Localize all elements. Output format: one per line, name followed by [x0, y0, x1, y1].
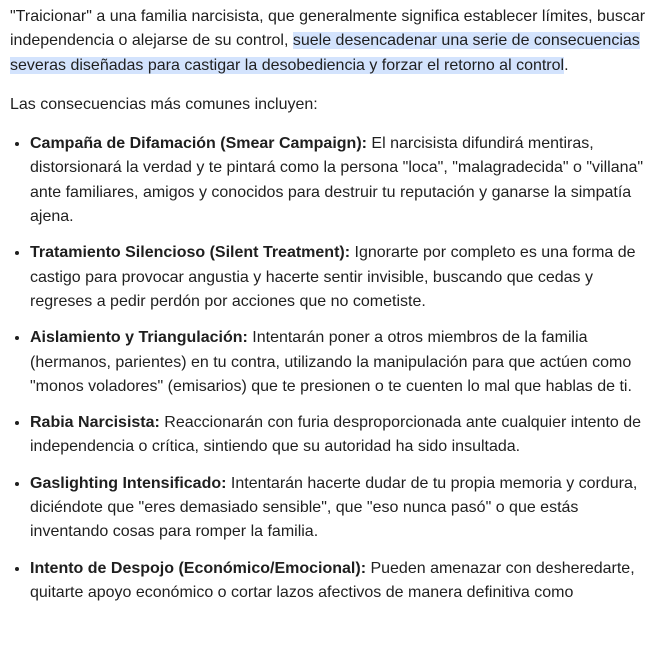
- item-text: El narcisista difundirá mentiras, distorsionará la verdad y te pintará como la persona "loca", "malagradecida" o "villana" ante familiares, amigos y conocidos para destruir tu reputación y ganarse la simpatía ajena.: [30, 135, 644, 226]
- list-item: [30, 241, 655, 314]
- item-title: Aislamiento y Triangulación:: [30, 329, 248, 347]
- intro-end: .: [564, 56, 569, 74]
- list-item: [30, 132, 655, 229]
- consequences-list: [10, 132, 655, 605]
- item-text: Reaccionarán con furia desproporcionada ante cualquier intento de independencia o crítica, sintiendo que su autoridad ha sido insultada.: [30, 414, 642, 456]
- item-title: Gaslighting Intensificado:: [30, 474, 227, 492]
- item-text: Intentarán hacerte dudar de tu propia memoria y cordura, diciéndote que "eres demasiado sensible", que "eso nunca pasó" o que estás inventando cosas para romper la familia.: [30, 474, 638, 541]
- intro-text: "Traicionar" a una familia narcisista, que generalmente significa establecer límites, buscar independencia o alejarse de su control,: [10, 8, 646, 50]
- list-item: [30, 326, 655, 399]
- item-title: Rabia Narcisista:: [30, 414, 160, 432]
- intro-paragraph: [10, 5, 655, 78]
- item-text: Intentarán poner a otros miembros de la familia (hermanos, parientes) en tu contra, utilizando la manipulación para que actúen como "monos voladores" (emisarios) que te presionen o te cuenten lo mal que hablas de ti.: [30, 329, 632, 395]
- item-title: Tratamiento Silencioso (Silent Treatment):: [30, 244, 351, 262]
- item-text: Pueden amenazar con desheredarte, quitarte apoyo económico o cortar lazos afectivos de manera definitiva como: [30, 559, 635, 601]
- item-title: Intento de Despojo (Económico/Emocional):: [30, 559, 367, 577]
- list-item: [30, 557, 655, 606]
- lead-paragraph: Las consecuencias más comunes incluyen:: [10, 95, 318, 113]
- item-text: Ignorarte por completo es una forma de castigo para provocar angustia y hacerte sentir invisible, buscando que cedas y regreses a pedir perdón por acciones que no cometiste.: [30, 244, 636, 310]
- list-item: [30, 472, 655, 545]
- highlighted-text[interactable]: suele desencadenar una serie de consecuencias severas diseñadas para castigar la desobediencia y forzar el retorno al control: [10, 32, 640, 74]
- item-title: Campaña de Difamación (Smear Campaign):: [30, 135, 367, 153]
- list-item: [30, 411, 655, 460]
